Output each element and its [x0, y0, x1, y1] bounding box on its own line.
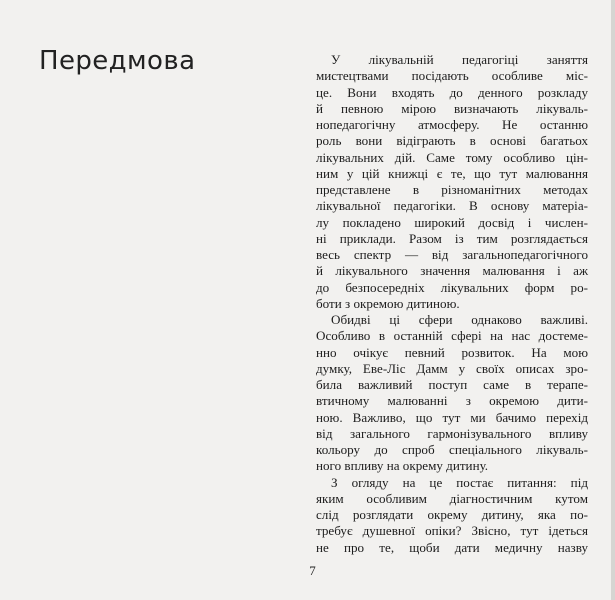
text-line: лікувальних дій. Саме тому особливо цін- — [316, 149, 588, 165]
text-line: Обидві ці сфери однаково важливі. — [331, 312, 588, 327]
text-line: весь спектр — від загальнопедагогічного — [316, 247, 588, 262]
text-line: яким особливим діагностичним кутом — [316, 490, 588, 506]
body-text — [316, 52, 588, 556]
text-line: ним у цій книжці є те, що тут малювання — [316, 165, 588, 181]
text-line: представлене в різноманітних методах — [316, 182, 588, 197]
text-line: нно очікує певний розвиток. На мою — [316, 344, 588, 360]
text-line: лікувальної педагогіки. В основу матеріа- — [316, 198, 588, 214]
text-line: до безпосередніх лікувальних форм ро- — [316, 279, 588, 295]
text-line: втичному малюванні з окремою дити- — [316, 393, 588, 409]
text-line: лу покладено широкий досвід і числен- — [316, 214, 588, 230]
chapter-title: Передмова — [39, 46, 196, 76]
text-line: У лікувальній педагогіці заняття — [331, 52, 588, 67]
text-line: З огляду на це постає питання: під — [331, 474, 588, 490]
text-line: від загального гармонізувального впливу — [316, 425, 588, 441]
text-line: це. Вони входять до денного розкладу — [316, 84, 588, 100]
text-line: требує душевної опіки? Звісно, тут ідеться — [316, 523, 588, 539]
text-line: ні приклади. Разом із тим розглядається — [316, 230, 588, 246]
text-line: нопедагогічну атмосферу. Не останню — [316, 117, 588, 132]
text-line: мистецтвами посідають особливе міс- — [316, 68, 588, 84]
text-line: роль вони відіграють в основі багатьох — [316, 133, 588, 149]
page-number: 7 — [309, 563, 316, 578]
text-line: думку, Еве-Ліс Дамм у своїх описах зро- — [316, 360, 588, 376]
text-line: ного впливу на окрему дитину. — [316, 458, 489, 474]
page-edge — [611, 0, 615, 600]
text-line: ною. Важливо, що тут ми бачимо перехід — [316, 409, 588, 425]
text-line: слід розглядати окрему дитину, яка по- — [316, 507, 588, 522]
text-line: Особливо в останній сфері на нас достеме- — [316, 328, 588, 344]
text-line: кольору до спроб спеціального лікуваль- — [316, 442, 588, 457]
text-line: била важливий поступ саме в терапе- — [316, 377, 588, 392]
text-line: боти з окремою дитиною. — [316, 295, 460, 311]
text-line: й лікувального значення малювання і аж — [316, 263, 588, 279]
text-line: не про те, щоби дати медичну назву — [316, 539, 588, 555]
text-line: й певною мірою визначають лікуваль- — [316, 100, 588, 116]
